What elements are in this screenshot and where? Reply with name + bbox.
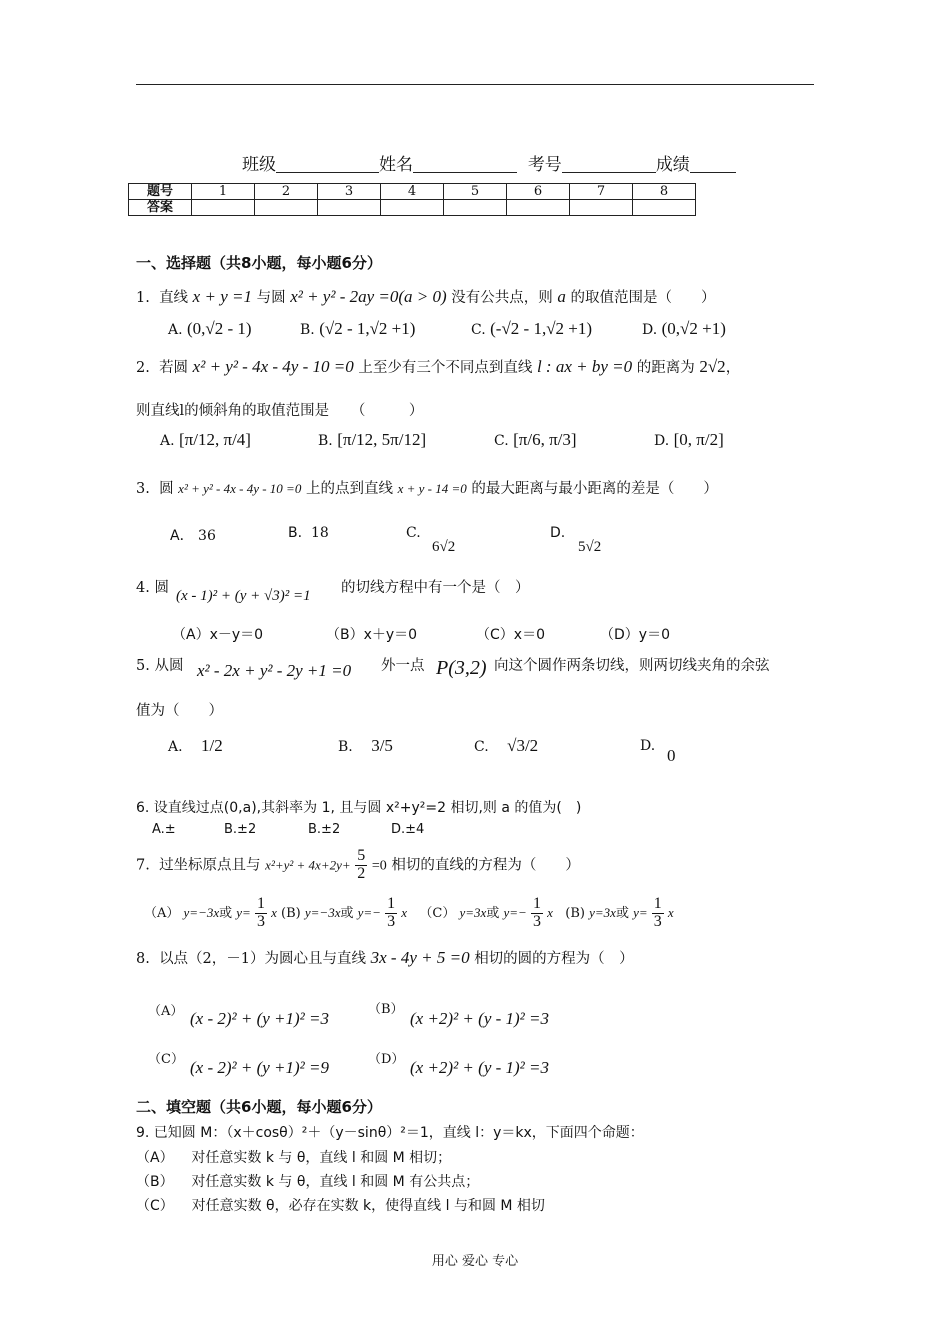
option-label: （A） — [172, 627, 210, 643]
answer-cell[interactable] — [318, 200, 381, 216]
q7-options — [144, 896, 674, 931]
option-label: （C） — [476, 627, 514, 643]
q7-equation: x²+y² + 4x+2y+ — [265, 857, 351, 873]
class-blank — [276, 154, 379, 173]
q4-number: 4. — [136, 580, 150, 596]
q8-option-b-label: （B） — [368, 1002, 404, 1017]
q9-item-b — [136, 1171, 479, 1191]
q5-option-b — [338, 736, 393, 756]
answer-cell[interactable] — [570, 200, 633, 216]
item-text: 对任意实数 θ，必存在实数 k，使得直线 l 与和圆 M 相切 — [191, 1198, 545, 1214]
q3-text: 圆 — [159, 481, 174, 497]
option-or: 或 — [486, 905, 500, 921]
option-label: C. — [471, 322, 486, 338]
q1-text: 的取值范围是（ ） — [570, 290, 716, 306]
q1-number: 1. — [136, 290, 150, 306]
question-9: 9. 已知圆 M：（x＋cosθ）²＋（y－sinθ）²＝1，直线 l：y＝kx，下面四个命题： — [136, 1125, 644, 1141]
answer-cell[interactable] — [192, 200, 255, 216]
question-number-cell: 3 — [318, 184, 381, 200]
option-value: x — [667, 904, 674, 920]
q6-option-c: B.±2 — [308, 822, 341, 837]
option-or: 或 — [615, 905, 629, 921]
q3-option-c-value: 6√2 — [432, 539, 456, 555]
answer-table — [128, 183, 696, 216]
q4-option-c — [476, 624, 545, 644]
q5-point: P(3,2) — [436, 657, 487, 679]
q1-text: 直线 — [159, 290, 189, 306]
option-value: x＝0 — [513, 627, 545, 643]
option-value: (-√2 - 1,√2 +1) — [490, 319, 593, 338]
q5-option-d-label: D. — [640, 738, 656, 754]
class-label: 班级 — [242, 155, 276, 175]
q7-text: 过坐标原点且与 — [159, 857, 261, 874]
option-label: （B） — [326, 627, 364, 643]
q7-number: 7. — [136, 857, 150, 874]
q2-option-c — [494, 430, 577, 450]
option-value: y= — [633, 904, 648, 920]
q1-option-c — [471, 319, 592, 339]
q4-option-b — [326, 624, 417, 644]
q1-line-equation: x + y =1 — [192, 287, 252, 306]
option-value: 1/2 — [201, 736, 223, 755]
q6-option-b: B.±2 — [224, 822, 257, 837]
fraction-denominator: 3 — [532, 912, 541, 930]
q1-option-b — [300, 319, 415, 339]
q5-line2: 值为（ ） — [136, 703, 223, 719]
q1-text: 没有公共点，则 — [451, 290, 553, 306]
question-2 — [136, 356, 740, 377]
question-number-header: 题号 — [129, 184, 192, 200]
q3-circle-equation: x² + y² - 4x - 4y - 10 =0 — [178, 481, 302, 496]
q7-text: 相切的直线的方程为（ ） — [391, 857, 580, 874]
answer-cell[interactable] — [255, 200, 318, 216]
option-value: [π/6, π/3] — [513, 430, 577, 449]
q5-text: 外一点 — [381, 658, 425, 674]
question-1 — [136, 286, 716, 307]
q4-text: 圆 — [154, 580, 169, 596]
option-or: 或 — [219, 905, 233, 921]
item-label: （A） — [136, 1150, 174, 1166]
q1-circle-equation: x² + y² - 2ay =0(a > 0) — [290, 287, 447, 306]
option-value: √3/2 — [507, 736, 539, 755]
q5-option-a — [168, 736, 223, 756]
name-blank — [413, 154, 517, 173]
q3-option-d-label: D. — [550, 525, 566, 541]
top-rule — [136, 84, 814, 85]
option-label: （C） — [419, 905, 456, 921]
q8-line-equation: 3x - 4y + 5 =0 — [370, 948, 470, 967]
option-label: A． — [170, 528, 194, 544]
question-8 — [136, 947, 634, 968]
fraction-denominator: 2 — [357, 864, 366, 882]
answer-cell[interactable] — [633, 200, 696, 216]
q2-distance: 2√2 — [699, 357, 726, 376]
option-label: （D） — [600, 627, 639, 643]
q4-text: 的切线方程中有一个是（ ） — [341, 580, 530, 596]
option-label: B. — [338, 739, 353, 755]
fraction-numerator: 1 — [532, 895, 541, 912]
q5-option-d-value: 0 — [667, 746, 676, 765]
option-value: x＋y＝0 — [363, 627, 418, 643]
q3-option-a — [170, 525, 216, 545]
option-value: y=− — [503, 904, 527, 920]
question-number-cell: 6 — [507, 184, 570, 200]
fraction-numerator: 1 — [387, 895, 396, 912]
answer-cell[interactable] — [444, 200, 507, 216]
q8-option-a-label: （A） — [148, 1004, 184, 1019]
q6-option-a: A.± — [152, 822, 176, 837]
q5-option-c — [474, 736, 538, 756]
option-value: y=3x — [459, 904, 487, 920]
q8-number: 8. — [136, 951, 150, 967]
option-fraction — [385, 896, 397, 931]
question-6: 6. 设直线过点(0,a),其斜率为 1, 且与圆 x²+y²=2 相切,则 a 的值为( ) — [136, 800, 582, 816]
answer-row — [129, 200, 696, 216]
fraction-numerator: 5 — [357, 847, 366, 864]
option-value: [π/12, π/4] — [179, 430, 251, 449]
option-label: B. — [318, 433, 333, 449]
q2-text: 上至少有三个不同点到直线 — [358, 360, 533, 376]
option-label: (B) — [281, 905, 301, 921]
q3-option-c-label: C. — [406, 525, 421, 541]
q7-option-a — [144, 895, 281, 930]
item-label: （C） — [136, 1198, 174, 1214]
option-value: x — [401, 904, 408, 920]
q8-text: 相切的圆的方程为（ ） — [474, 951, 634, 967]
exam-no-blank — [562, 154, 656, 173]
option-label: A. — [160, 433, 175, 449]
q2-line-equation: l : ax + by =0 — [536, 357, 633, 376]
option-or: 或 — [340, 905, 354, 921]
answer-cell[interactable] — [381, 200, 444, 216]
q7-option-d — [565, 895, 674, 930]
q5-circle-equation: x² - 2x + y² - 2y +1 =0 — [197, 661, 352, 680]
q8-option-c-value: (x - 2)² + (y +1)² =9 — [190, 1058, 330, 1077]
option-fraction — [531, 896, 543, 931]
option-value: 36 — [198, 528, 216, 544]
option-value: y=3x — [589, 904, 616, 920]
option-fraction — [652, 896, 664, 931]
q1-option-d — [642, 319, 726, 339]
q5-number-text — [136, 654, 183, 675]
q7-option-b — [281, 895, 411, 930]
question-number-cell: 1 — [192, 184, 255, 200]
option-value: y=−3x — [183, 904, 220, 920]
q2-number: 2. — [136, 360, 150, 376]
header-line — [242, 150, 736, 175]
question-number-cell: 5 — [444, 184, 507, 200]
option-label: B. — [288, 525, 303, 541]
answer-header: 答案 — [129, 200, 192, 216]
name-label: 姓名 — [379, 155, 413, 175]
question-number-row — [129, 184, 696, 200]
q2-text: ， — [725, 360, 741, 376]
q8-option-b-value: (x +2)² + (y - 1)² =3 — [410, 1009, 550, 1028]
q5-text: 向这个圆作两条切线，则两切线夹角的余弦 — [494, 658, 770, 674]
q4-option-d — [600, 624, 670, 644]
option-label: (B) — [565, 905, 585, 921]
option-value: [π/12, 5π/12] — [337, 430, 427, 449]
q2-line2: 则直线l的倾斜角的取值范围是 （ ） — [136, 403, 424, 419]
score-label: 成绩 — [655, 155, 690, 175]
q8-option-d-value: (x +2)² + (y - 1)² =3 — [410, 1058, 550, 1077]
question-7 — [136, 848, 580, 883]
fraction-numerator: 1 — [653, 895, 662, 912]
fraction-denominator: 3 — [653, 912, 662, 930]
option-value: y＝0 — [638, 627, 670, 643]
option-value: y=− — [357, 904, 381, 920]
option-label: D. — [654, 433, 670, 449]
q5-number: 5. — [136, 658, 150, 674]
option-label: A. — [168, 322, 183, 338]
q7-fraction — [355, 848, 367, 883]
q3-option-b — [288, 525, 329, 541]
question-3 — [136, 477, 718, 498]
option-fraction — [255, 896, 267, 931]
q2-option-d — [654, 430, 724, 450]
q3-text: 上的点到直线 — [305, 481, 393, 497]
answer-cell[interactable] — [507, 200, 570, 216]
option-label: C. — [474, 739, 489, 755]
option-label: D. — [642, 322, 658, 338]
question-number-cell: 8 — [633, 184, 696, 200]
q1-variable: a — [557, 287, 566, 306]
score-blank — [690, 154, 736, 173]
option-value: (√2 - 1,√2 +1) — [319, 319, 416, 338]
q2-text: 若圆 — [159, 360, 189, 376]
item-text: 对任意实数 k 与 θ，直线 l 和圆 M 相切； — [191, 1150, 452, 1166]
fraction-numerator: 1 — [256, 895, 265, 912]
item-label: （B） — [136, 1174, 174, 1190]
item-text: 对任意实数 k 与 θ，直线 l 和圆 M 有公共点； — [191, 1174, 480, 1190]
q4-circle-equation: (x - 1)² + (y + √3)² =1 — [176, 588, 311, 604]
option-value: x — [271, 904, 277, 920]
q8-text: 以点（2，－1）为圆心且与直线 — [159, 951, 367, 967]
q3-line-equation: x + y - 14 =0 — [397, 481, 467, 496]
option-value: (0,√2 - 1) — [187, 319, 252, 338]
option-label: A. — [168, 739, 183, 755]
q5-text: 从圆 — [154, 658, 184, 674]
q2-text: 的距离为 — [636, 360, 695, 376]
q3-option-d-value: 5√2 — [578, 539, 602, 555]
q3-text: 的最大距离与最小距离的差是（ ） — [471, 481, 718, 497]
option-value: y=−3x — [304, 904, 341, 920]
q9-item-a — [136, 1147, 451, 1167]
option-label: （A） — [144, 905, 180, 921]
option-value: [0, π/2] — [673, 430, 724, 449]
option-value: x－y＝0 — [209, 627, 264, 643]
question-number-cell: 2 — [255, 184, 318, 200]
q4-option-a — [172, 624, 263, 644]
q2-circle-equation: x² + y² - 4x - 4y - 10 =0 — [192, 357, 354, 376]
page-footer: 用心 爱心 专心 — [431, 1254, 519, 1269]
option-value: 18 — [310, 525, 329, 541]
q3-number: 3. — [136, 481, 150, 497]
option-value: 3/5 — [371, 736, 393, 755]
question-number-cell: 4 — [381, 184, 444, 200]
q8-option-c-label: （C） — [148, 1052, 184, 1067]
q9-item-c — [136, 1195, 545, 1215]
q1-text: 与圆 — [256, 290, 286, 306]
option-value: x — [547, 904, 553, 920]
exam-no-label: 考号 — [527, 155, 562, 175]
q7-equation: =0 — [371, 858, 387, 874]
q7-option-c — [419, 895, 557, 930]
option-value: (0,√2 +1) — [661, 319, 726, 338]
section1-title: 一、选择题（共8小题，每小题6分） — [136, 254, 382, 272]
q6-option-d: D.±4 — [391, 822, 425, 837]
fraction-denominator: 3 — [387, 912, 396, 930]
question-number-cell: 7 — [570, 184, 633, 200]
option-label: C. — [494, 433, 509, 449]
q2-option-a — [160, 430, 251, 450]
option-value: y= — [236, 904, 251, 920]
section2-title: 二、填空题（共6小题，每小题6分） — [136, 1098, 382, 1116]
q1-option-a — [168, 319, 252, 339]
q2-option-b — [318, 430, 426, 450]
option-label: B. — [300, 322, 315, 338]
q8-option-a-value: (x - 2)² + (y +1)² =3 — [190, 1009, 330, 1028]
q8-option-d-label: （D） — [368, 1052, 405, 1067]
fraction-denominator: 3 — [256, 912, 265, 930]
q4-first-line — [136, 576, 169, 597]
